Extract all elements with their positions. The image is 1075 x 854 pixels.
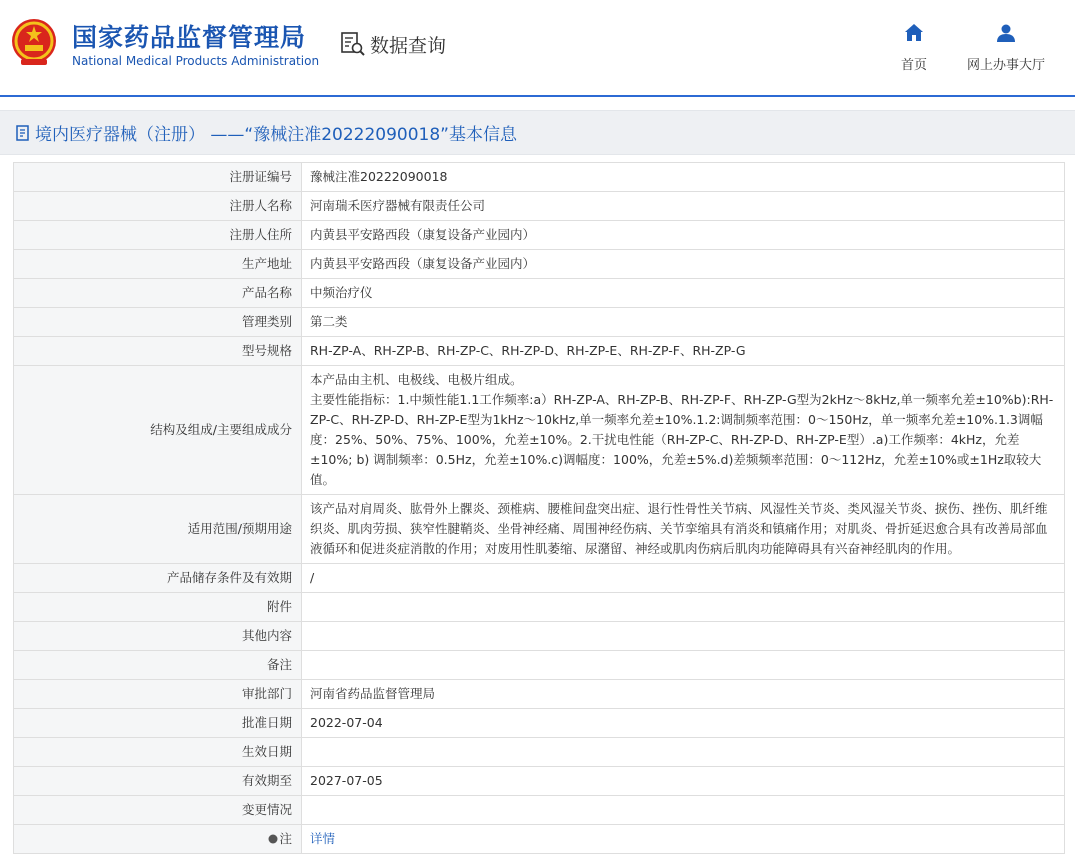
note-icon	[268, 834, 278, 844]
table-row	[14, 337, 1065, 366]
table-row	[14, 593, 1065, 622]
table-row	[14, 767, 1065, 796]
field-label: 生效日期	[14, 738, 302, 767]
nav-online-hall[interactable]	[960, 22, 1052, 73]
field-label: 备注	[14, 651, 302, 680]
field-label: 其他内容	[14, 622, 302, 651]
details-link[interactable]: 详情	[310, 831, 336, 846]
field-value: 第二类	[302, 308, 1065, 337]
page-title-bar	[0, 110, 1075, 155]
field-label: 注册人住所	[14, 221, 302, 250]
field-value: 豫械注准20222090018	[302, 163, 1065, 192]
document-search-icon	[340, 31, 366, 57]
note-label: 注	[279, 831, 292, 846]
note-value-cell	[302, 825, 1065, 854]
field-value: 内黄县平安路西段（康复设备产业园内）	[302, 221, 1065, 250]
table-row	[14, 564, 1065, 593]
field-value: 该产品对肩周炎、肱骨外上髁炎、颈椎病、腰椎间盘突出症、退行性骨性关节病、风湿性关节炎、类风湿关节炎、捩伤、挫伤、肌纤维织炎、肌肉劳损、狭窄性腱鞘炎、坐骨神经痛、周围神经伤病、关节挛缩具有消炎和镇痛作用；对肌炎、骨折延迟愈合具有改善局部血液循环和促进炎症消散的作用；对废用性肌萎缩、尿潴留、神经或肌肉伤病后肌肉功能障碍具有兴奋神经肌肉的作用。	[302, 495, 1065, 564]
field-value: 本产品由主机、电极线、电极片组成。 主要性能指标：1.中频性能1.1工作频率:a）RH-ZP-A、RH-ZP-B、RH-ZP-F、RH-ZP-G型为2kHz～8kHz,单一频率允差±10%b):RH-ZP-C、RH-ZP-D、RH-ZP-E型为1kHz～10kHz,单一频率允差±10%.1.2:调制频率范围：0～150Hz，单一频率允差±10%.1.3调幅度：25%、50%、75%、100%，允差±10%。2.干扰电性能（RH-ZP-C、RH-ZP-D、RH-ZP-E型）.a)工作频率：4kHz，允差±10%; b) 调制频率：0.5Hz，允差±10%.c)调幅度：100%，允差±5%.d)差频频率范围：0～112Hz，允差±10%或±1Hz取较大值。	[302, 366, 1065, 495]
field-label: 审批部门	[14, 680, 302, 709]
table-row	[14, 651, 1065, 680]
field-label: 结构及组成/主要组成成分	[14, 366, 302, 495]
field-value: 2027-07-05	[302, 767, 1065, 796]
data-query-tab[interactable]	[340, 30, 446, 58]
data-query-label: 数据查询	[370, 34, 447, 57]
table-row	[14, 366, 1065, 495]
table-row	[14, 796, 1065, 825]
user-icon	[995, 22, 1017, 44]
national-emblem-icon	[10, 17, 58, 67]
field-label: 附件	[14, 593, 302, 622]
basic-info-table	[13, 162, 1065, 854]
table-row	[14, 709, 1065, 738]
field-value: /	[302, 564, 1065, 593]
field-value	[302, 622, 1065, 651]
table-row	[14, 825, 1065, 854]
field-value: 内黄县平安路西段（康复设备产业园内）	[302, 250, 1065, 279]
table-row	[14, 308, 1065, 337]
home-icon	[903, 22, 925, 44]
field-value	[302, 593, 1065, 622]
field-label: 管理类别	[14, 308, 302, 337]
field-value: 河南省药品监督管理局	[302, 680, 1065, 709]
nav-home-label: 首页	[900, 58, 927, 73]
nav-online-hall-label: 网上办事大厅	[966, 58, 1045, 73]
field-label: 适用范围/预期用途	[14, 495, 302, 564]
field-label: 注册证编号	[14, 163, 302, 192]
table-row	[14, 250, 1065, 279]
field-label: 生产地址	[14, 250, 302, 279]
field-label: 型号规格	[14, 337, 302, 366]
org-name-en[interactable]: National Medical Products Administration	[72, 54, 320, 68]
table-row	[14, 680, 1065, 709]
note-label-cell	[14, 825, 302, 854]
field-value	[302, 651, 1065, 680]
field-value: 河南瑞禾医疗器械有限责任公司	[302, 192, 1065, 221]
field-value	[302, 738, 1065, 767]
field-value: RH-ZP-A、RH-ZP-B、RH-ZP-C、RH-ZP-D、RH-ZP-E、RH-ZP-F、RH-ZP-G	[302, 337, 1065, 366]
org-name-cn[interactable]: 国家药品监督管理局	[72, 23, 307, 52]
field-label: 有效期至	[14, 767, 302, 796]
site-header	[0, 0, 1075, 96]
field-label: 批准日期	[14, 709, 302, 738]
header-divider	[0, 95, 1075, 97]
field-label: 注册人名称	[14, 192, 302, 221]
table-row	[14, 221, 1065, 250]
field-label: 变更情况	[14, 796, 302, 825]
field-value: 2022-07-04	[302, 709, 1065, 738]
table-row	[14, 192, 1065, 221]
field-label: 产品名称	[14, 279, 302, 308]
table-row	[14, 163, 1065, 192]
table-row	[14, 495, 1065, 564]
document-icon	[14, 124, 32, 142]
page-title: 境内医疗器械（注册） ——“豫械注准20222090018”基本信息	[35, 125, 517, 145]
nav-home[interactable]	[892, 22, 936, 73]
field-value	[302, 796, 1065, 825]
table-row	[14, 279, 1065, 308]
field-value: 中频治疗仪	[302, 279, 1065, 308]
table-row	[14, 738, 1065, 767]
field-label: 产品储存条件及有效期	[14, 564, 302, 593]
table-row	[14, 622, 1065, 651]
